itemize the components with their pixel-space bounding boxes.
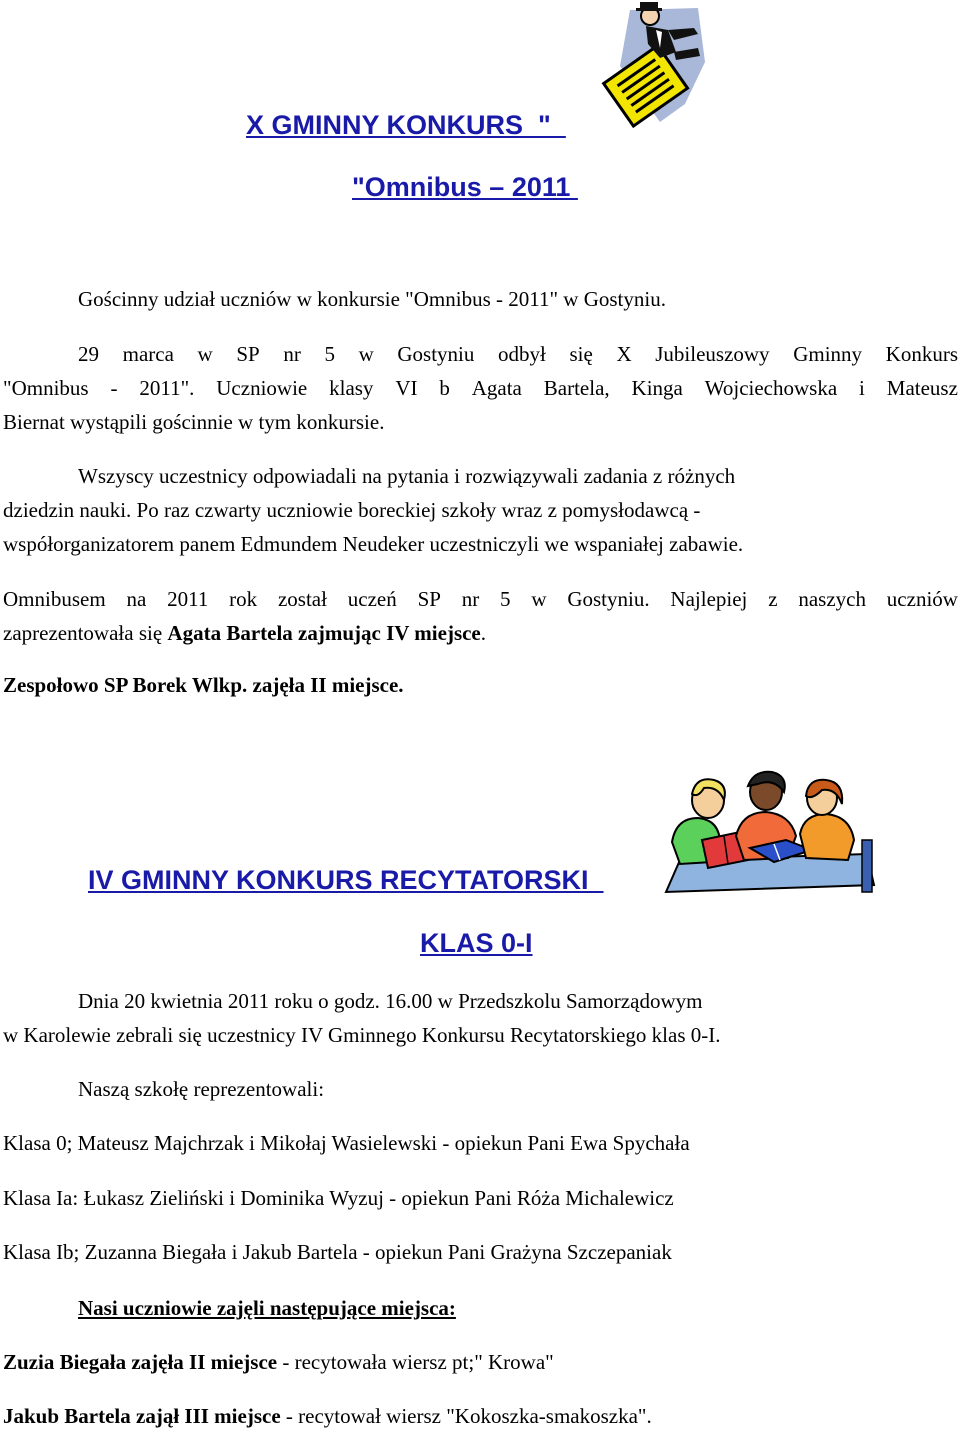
section2-title-line1: IV GMINNY KONKURS RECYTATORSKI bbox=[88, 865, 604, 895]
section1-para3-line1 bbox=[3, 582, 958, 616]
place-name: Zuzia Biegała zajęła II miejsce bbox=[3, 1350, 278, 1374]
word: - bbox=[110, 376, 118, 400]
class-ib-line: Klasa Ib; Zuzanna Biegała i Jakub Bartela - opiekun Pani Grażyna Szczepaniak bbox=[3, 1240, 672, 1264]
word: Wojciechowska bbox=[704, 376, 838, 400]
word: 29 bbox=[78, 342, 99, 366]
places-heading: Nasi uczniowie zajęli następujące miejsca: bbox=[78, 1296, 456, 1320]
section2-title-line2: KLAS 0-I bbox=[420, 928, 533, 958]
word: uczniów bbox=[886, 587, 958, 611]
children-reading-clipart-icon bbox=[662, 770, 877, 895]
word: odbył bbox=[498, 342, 546, 366]
class-ia-line: Klasa Ia: Łukasz Zieliński i Dominika Wyzuj - opiekun Pani Róża Michalewicz bbox=[3, 1186, 674, 1210]
place-line bbox=[3, 1345, 554, 1379]
section2-intro-line2: w Karolewie zebrali się uczestnicy IV Gminnego Konkursu Recytatorskiego klas 0-I. bbox=[3, 1023, 721, 1047]
word: X bbox=[616, 342, 632, 366]
word: Jubileuszowy bbox=[655, 342, 770, 366]
section1-para3-line2 bbox=[3, 616, 486, 650]
place-detail: - recytowała wiersz pt;" Krowa" bbox=[277, 1350, 554, 1374]
word: b bbox=[439, 376, 450, 400]
word: na bbox=[126, 587, 147, 611]
word: 5 bbox=[324, 342, 335, 366]
word: SP bbox=[417, 587, 441, 611]
place-name: Jakub Bartela zajął III miejsce bbox=[3, 1404, 281, 1428]
word: Agata bbox=[471, 376, 522, 400]
word: Gostyniu. bbox=[567, 587, 650, 611]
word: Najlepiej bbox=[670, 587, 748, 611]
represented-label: Naszą szkołę reprezentowali: bbox=[78, 1077, 325, 1101]
word: w bbox=[197, 342, 213, 366]
word: się bbox=[569, 342, 593, 366]
word: Gostyniu bbox=[397, 342, 475, 366]
word: klasy bbox=[329, 376, 374, 400]
word: Bartela, bbox=[543, 376, 610, 400]
word: VI bbox=[395, 376, 418, 400]
team-result: Zespołowo SP Borek Wlkp. zajęła II miejsce. bbox=[3, 673, 404, 697]
section1-title-line1: X GMINNY KONKURS " bbox=[246, 110, 566, 140]
para3-suffix: . bbox=[480, 621, 487, 645]
word: i bbox=[859, 376, 865, 400]
section1-para2-line2: dziedzin nauki. Po raz czwarty uczniowie boreckiej szkoły wraz z pomysłodawcą - bbox=[3, 498, 701, 522]
word: marca bbox=[122, 342, 174, 366]
word: 2011". bbox=[139, 376, 195, 400]
word: Kinga bbox=[631, 376, 683, 400]
word: naszych bbox=[798, 587, 866, 611]
section1-para1-line3: Biernat wystąpili gościnnie w tym konkursie. bbox=[3, 410, 385, 434]
word: nr bbox=[283, 342, 301, 366]
section1-title-line2: "Omnibus – 2011 bbox=[352, 172, 578, 202]
class-0-line: Klasa 0; Mateusz Majchrzak i Mikołaj Wasielewski - opiekun Pani Ewa Spychała bbox=[3, 1131, 690, 1155]
para3-prefix: zaprezentowała się bbox=[3, 621, 168, 645]
word: SP bbox=[236, 342, 260, 366]
place-detail: - recytował wiersz "Kokoszka-smakoszka". bbox=[280, 1404, 652, 1428]
word: Konkurs bbox=[885, 342, 958, 366]
word: nr bbox=[461, 587, 480, 611]
word: Uczniowie bbox=[216, 376, 308, 400]
section1-intro: Gościnny udział uczniów w konkursie "Omnibus - 2011" w Gostyniu. bbox=[78, 287, 666, 311]
word: 5 bbox=[500, 587, 511, 611]
word: w bbox=[531, 587, 547, 611]
section1-para2-line3: współorganizatorem panem Edmundem Neudeker uczestniczyli we wspaniałej zabawie. bbox=[3, 532, 744, 556]
word: Mateusz bbox=[886, 376, 958, 400]
word: uczeń bbox=[347, 587, 397, 611]
place-line bbox=[3, 1399, 652, 1433]
word: został bbox=[277, 587, 327, 611]
word: 2011 bbox=[167, 587, 209, 611]
word: Gminny bbox=[793, 342, 863, 366]
word: Omnibusem bbox=[3, 587, 106, 611]
word: w bbox=[358, 342, 374, 366]
para3-bold: Agata Bartela zajmując IV miejsce bbox=[167, 621, 481, 645]
section1-para1-line1 bbox=[78, 337, 958, 371]
section2-intro-line1: Dnia 20 kwietnia 2011 roku o godz. 16.00 w Przedszkolu Samorządowym bbox=[78, 989, 703, 1013]
section1-para2-line1: Wszyscy uczestnicy odpowiadali na pytania i rozwiązywali zadania z różnych bbox=[78, 464, 736, 488]
word: "Omnibus bbox=[3, 376, 89, 400]
section1-para1-line2 bbox=[3, 371, 958, 405]
running-man-clipart-icon bbox=[590, 0, 710, 140]
word: rok bbox=[229, 587, 258, 611]
word: z bbox=[768, 587, 778, 611]
